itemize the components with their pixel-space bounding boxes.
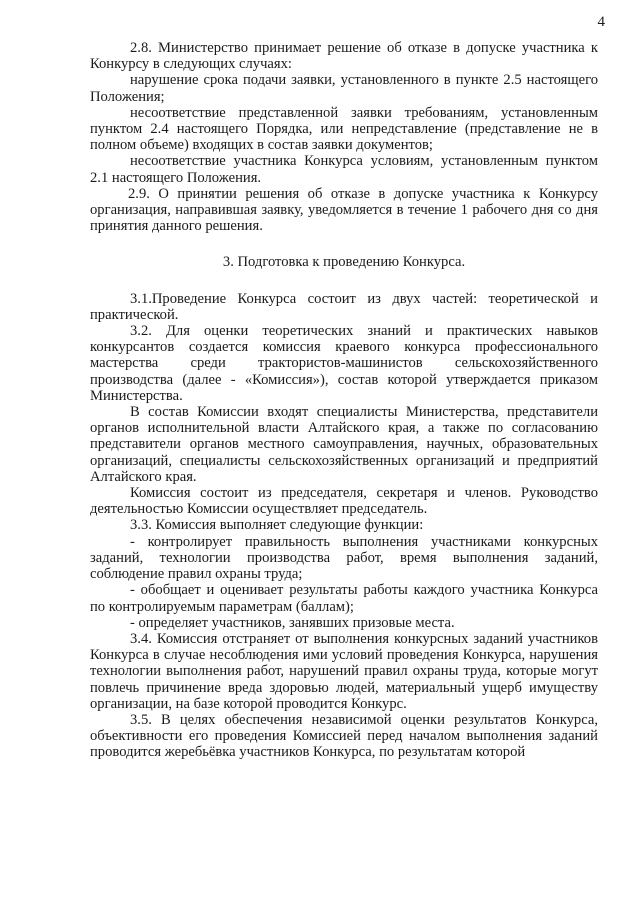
paragraph-3-5: 3.5. В целях обеспечения независимой оценки результатов Конкурса, объективности его проведения Комиссией перед началом выполнения заданий проводится жеребьёвка участников Конкурса, по результатам которой <box>90 711 598 761</box>
paragraph-2-8-case-2: несоответствие представленной заявки требованиям, установленным пунктом 2.4 настоящего Порядка, или непредставление (представление не в полном объеме) входящих в состав заявки документов; <box>90 104 598 154</box>
paragraph-3-3-function-2: - обобщает и оценивает результаты работы каждого участника Конкурса по контролируемым параметрам (баллам); <box>90 582 598 615</box>
document-body <box>90 40 598 761</box>
paragraph-3-3: 3.3. Комиссия выполняет следующие функции: <box>130 517 424 534</box>
paragraph-3-3-function-3: - определяет участников, занявших призовые места. <box>130 614 455 631</box>
paragraph-3-3-function-1: - контролирует правильность выполнения участниками конкурсных заданий, технологии производства работ, время выполнения заданий, соблюдение правил охраны труда; <box>90 533 598 583</box>
paragraph-3-4: 3.4. Комиссия отстраняет от выполнения конкурсных заданий участников Конкурса в случае несоблюдения ими условий проведения Конкурса, нарушения технологии выполнения работ, нарушений правил охраны труда, которые могут повлечь причинение вреда здоровью людей, материальный ущерб имуществу организации, на базе которой проводится Конкурс. <box>90 630 598 712</box>
paragraph-2-8: 2.8. Министерство принимает решение об отказе в допуске участника к Конкурсу в следующих случаях: <box>90 40 598 73</box>
paragraph-2-8-case-1: нарушение срока подачи заявки, установленного в пункте 2.5 настоящего Положения; <box>90 72 598 105</box>
paragraph-3-1: 3.1.Проведение Конкурса состоит из двух частей: теоретической и практической. <box>90 290 598 323</box>
paragraph-commission-members: В состав Комиссии входят специалисты Министерства, представители органов исполнительной власти Алтайского края, а также по согласованию представители органов местного самоуправления, научных, образовательных организаций, специалисты сельскохозяйственных организаций и предприятий Алтайского края. <box>90 404 598 485</box>
paragraph-2-9: 2.9. О принятии решения об отказе в допуске участника к Конкурсу организация, направившая заявку, уведомляется в течение 1 рабочего дня со дня принятия данного решения. <box>90 185 598 235</box>
page-number: 4 <box>597 14 605 30</box>
paragraph-commission-composition: Комиссия состоит из председателя, секретаря и членов. Руководство деятельностью Комиссии осуществляет председатель. <box>90 485 598 518</box>
section-heading: 3. Подготовка к проведению Конкурса. <box>222 254 466 271</box>
paragraph-3-2: 3.2. Для оценки теоретических знаний и практических навыков конкурсантов создается комиссия краевого конкурса профессионального мастерства среди трактористов-машинистов сельскохозяйственного производства (далее - «Комиссия»), состав которой утверждается приказом Министерства. <box>90 323 598 404</box>
paragraph-2-8-case-3: несоответствие участника Конкурса условиям, установленным пунктом 2.1 настоящего Положения. <box>90 153 598 186</box>
